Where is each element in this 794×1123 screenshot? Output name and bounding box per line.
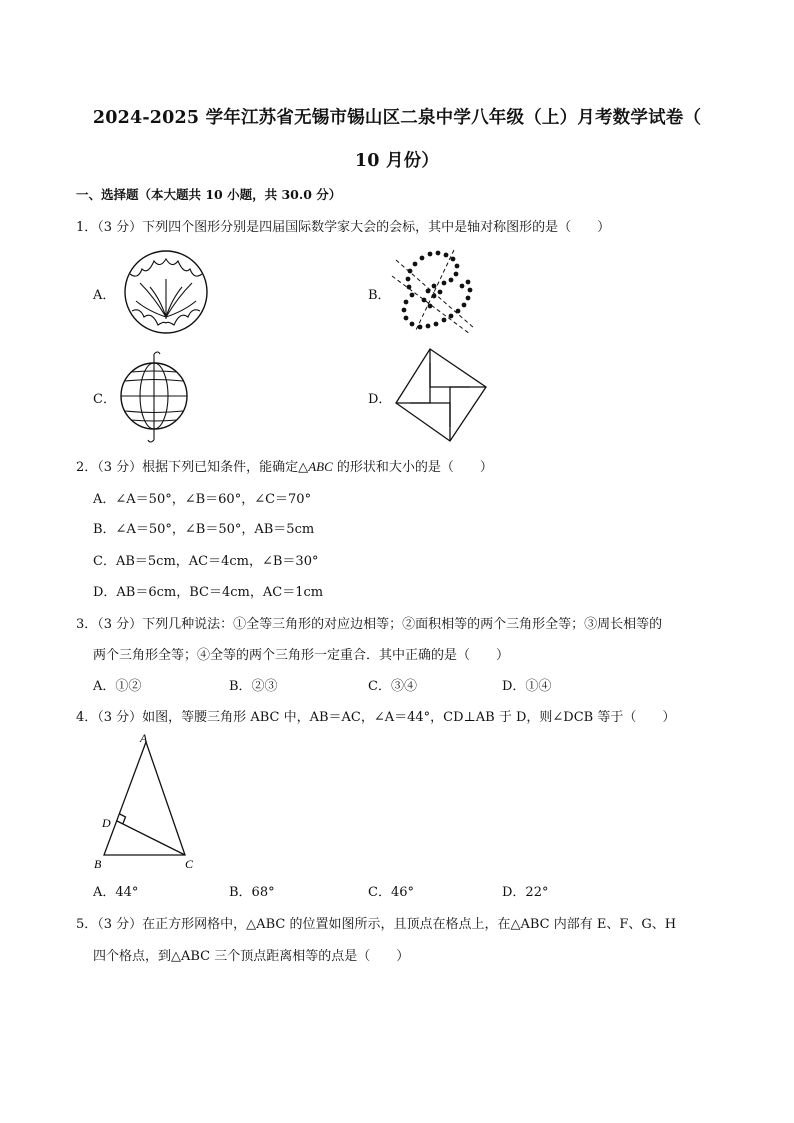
document-title-line2: 10 月份） [354,151,440,171]
question-number: 5． [76,917,98,932]
option-a: A．①② [93,679,142,694]
option-c: C．46° [368,885,414,900]
figure-q4-triangle [90,730,202,872]
option-b: B．∠A＝50°，∠B＝50°，AB＝5cm [93,522,315,537]
triangle-name: ABC [308,459,333,474]
option-d: D．①④ [502,679,552,694]
question-5-line2: 四个格点，到△ABC 三个顶点距离相等的点是（ ） [93,949,410,964]
document-title-line1: 2024-2025 学年江苏省无锡市锡山区二泉中学八年级（上）月考数学试卷（ [92,108,702,128]
question-text: （3 分）下列几种说法：①全等三角形的对应边相等；②面积相等的两个三角形全等；③周长相等的 [97,617,663,632]
vertex-label-a: A [140,731,148,745]
option-c: C．③④ [368,679,417,694]
question-3-line2: 两个三角形全等；④全等的两个三角形一定重合．其中正确的是（ ） [93,648,510,663]
question-text-post: 的形状和大小的是（ ） [332,460,493,475]
question-text: （3 分）下列四个图形分别是四届国际数学家大会的会标，其中是轴对称图形的是（ ） [97,220,611,235]
question-2 [76,456,493,475]
option-b: B．②③ [229,679,278,694]
figure-q1-b-dots [390,246,480,334]
vertex-label-d: D [102,816,111,830]
vertex-label-b: B [94,857,102,871]
figure-q1-c-globe [116,348,194,444]
option-a-label: A． [93,288,116,303]
vertex-label-c: C [185,857,194,871]
option-b-label: B． [368,288,391,303]
figure-q1-a-logo [118,249,214,335]
option-d-label: D． [368,392,392,407]
question-text: （3 分）如图，等腰三角形 ABC 中，AB＝AC，∠A＝44°，CD⊥AB 于 D，则∠DCB 等于（ ） [97,710,676,725]
option-c-label: C． [93,392,116,407]
option-a: A．∠A＝50°，∠B＝60°，∠C＝70° [93,492,312,507]
option-c: C．AB＝5cm，AC＝4cm，∠B＝30° [93,554,319,569]
question-number: 4． [76,710,98,725]
question-number: 1． [76,220,98,235]
question-number: 3． [76,617,98,632]
option-d: D．AB＝6cm，BC＝4cm，AC＝1cm [93,585,324,600]
question-5-line1 [76,913,676,932]
section-heading: 一、选择题（本大题共 10 小题，共 30.0 分） [76,187,342,202]
question-4 [76,706,675,725]
question-1 [76,216,610,235]
question-number: 2． [76,460,98,475]
question-text: （3 分）在正方形网格中，△ABC 的位置如图所示，且顶点在格点上，在△ABC 内部有 E、F、G、H [97,917,677,932]
figure-q1-d-square [394,347,488,443]
option-b: B．68° [229,885,275,900]
question-3-line1 [76,613,662,632]
option-d: D．22° [502,885,549,900]
question-text-pre: （3 分）根据下列已知条件，能确定△ [97,460,309,475]
option-a: A．44° [93,885,139,900]
